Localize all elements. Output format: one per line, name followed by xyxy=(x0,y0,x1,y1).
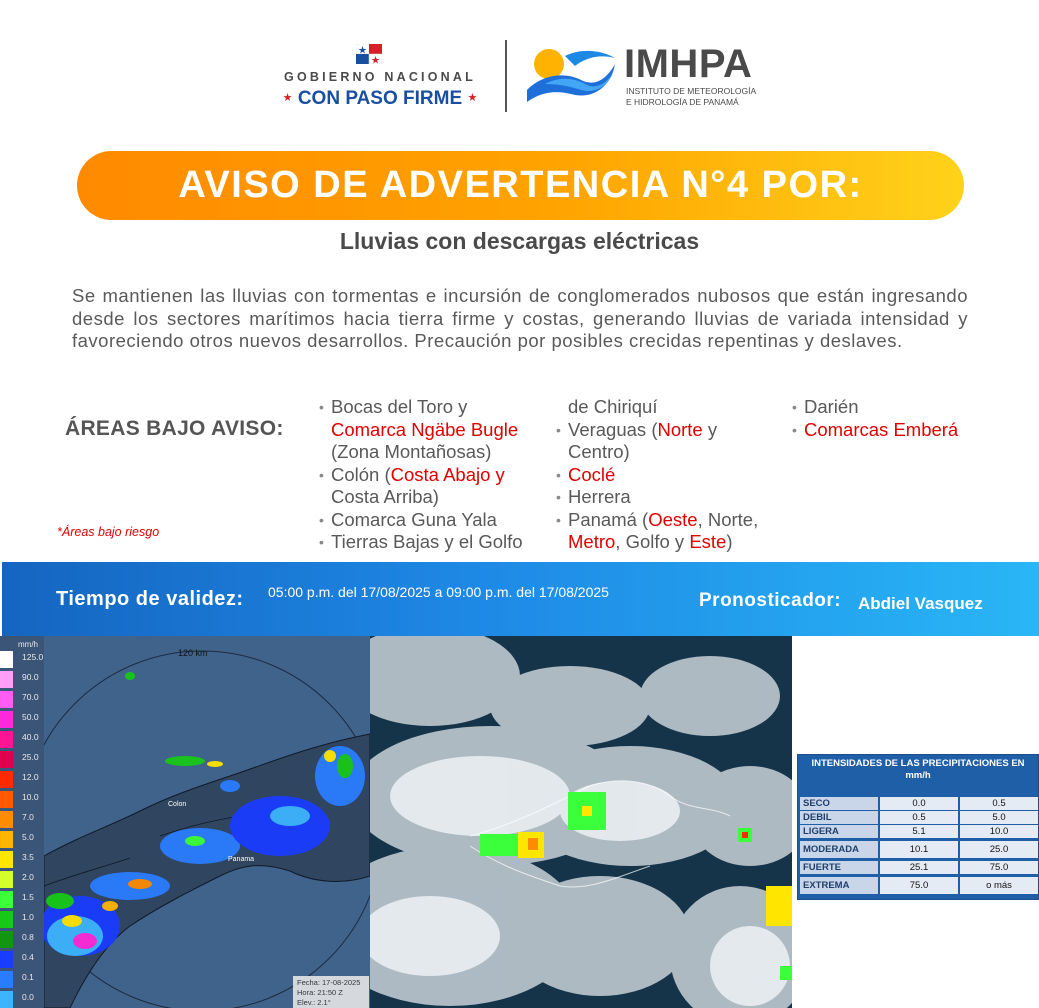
area-item: • Darién xyxy=(792,396,1032,419)
radar-scale-swatch xyxy=(0,811,13,828)
radar-scale-label: 1.0 xyxy=(22,912,34,922)
radar-unit: mm/h xyxy=(18,640,38,649)
radar-scale-row xyxy=(0,868,44,888)
radar-info-box xyxy=(293,976,369,1008)
table-row xyxy=(800,841,1038,858)
radar-scale-row xyxy=(0,908,44,928)
radar-scale-label: 0.4 xyxy=(22,952,34,962)
radar-scale-row xyxy=(0,748,44,768)
radar-scale-row xyxy=(0,948,44,968)
radar-scale-label: 50.0 xyxy=(22,712,39,722)
table-cell: 0.5 xyxy=(960,797,1038,810)
radar-scale-swatch xyxy=(0,651,13,668)
radar-scale-swatch xyxy=(0,731,13,748)
radar-city-label: Panama xyxy=(228,856,255,863)
radar-scale-swatch xyxy=(0,791,13,808)
area-item-cont: Metro, Golfo y Este) xyxy=(568,531,733,552)
gov-logo-slogan: CON PASO FIRME xyxy=(297,88,463,109)
radar-scale-swatch xyxy=(0,691,13,708)
area-item-cont: Costa Arriba) xyxy=(331,486,439,507)
radar-info-elev: Elev.: 2.1° xyxy=(297,998,331,1007)
warning-title: AVISO DE ADVERTENCIA N°4 POR: xyxy=(178,164,863,206)
table-cell: 5.1 xyxy=(880,825,958,838)
table-row xyxy=(800,825,1038,838)
forecaster-label: Pronosticador: xyxy=(699,590,842,611)
radar-scale-label: 1.5 xyxy=(22,892,34,902)
table-cell: 10.1 xyxy=(880,841,958,858)
radar-range-label: 120 km xyxy=(178,648,208,658)
table-cell: 10.0 xyxy=(960,825,1038,838)
radar-city-label: Colon xyxy=(168,801,187,808)
radar-info-time: Hora: 21:50 Z xyxy=(297,988,343,997)
warning-description: Se mantienen las lluvias con tormentas e incursión de conglomerados nubosos que están ingresando desde los sectores marítimos hacia tierra firme y costas, generando lluvias de variada intensidad y favoreciendo otros nuevos desarrollos. Precaución por posibles crecidas repentinas y deslaves. xyxy=(72,285,968,351)
area-item-cont: Centro) xyxy=(568,441,630,462)
radar-scale-label: 0.8 xyxy=(22,932,34,942)
radar-scale-row xyxy=(0,788,44,808)
radar-scale-swatch xyxy=(0,891,13,908)
radar-scale-swatch xyxy=(0,671,13,688)
satellite-image xyxy=(370,636,792,1008)
radar-scale-row xyxy=(0,768,44,788)
radar-scale-label: 0.1 xyxy=(22,972,34,982)
radar-scale-label: 5.0 xyxy=(22,832,34,842)
validity-value: 05:00 p.m. del 17/08/2025 a 09:00 p.m. del 17/08/2025 xyxy=(268,584,609,600)
table-cell: MODERADA xyxy=(800,841,878,858)
table-cell: EXTREMA xyxy=(800,877,878,894)
area-item-risk: Comarcas Emberá xyxy=(804,418,959,440)
radar-scale-label: 25.0 xyxy=(22,752,39,762)
radar-scale-row xyxy=(0,728,44,748)
area-item: • Veraguas (Norte y xyxy=(556,419,796,442)
forecaster-name: Abdiel Vasquez xyxy=(858,594,983,613)
area-item-cont: de Chiriquí xyxy=(568,396,658,417)
radar-scale-row xyxy=(0,688,44,708)
radar-scale-swatch xyxy=(0,931,13,948)
area-item: • Colón (Costa Abajo y xyxy=(319,464,559,487)
radar-scale-row xyxy=(0,988,44,1008)
gov-logo-line1: GOBIERNO NACIONAL xyxy=(284,70,476,84)
logo-divider xyxy=(505,40,507,112)
validity-label: Tiempo de validez: xyxy=(56,588,244,610)
radar-info-date: Fecha: 17-08-2025 xyxy=(297,978,361,987)
radar-scale-row xyxy=(0,968,44,988)
table-cell: LIGERA xyxy=(800,825,878,838)
table-cell: 25.1 xyxy=(880,861,958,874)
radar-scale-row xyxy=(0,808,44,828)
areas-column-2 xyxy=(556,396,796,554)
radar-scale-row xyxy=(0,668,44,688)
radar-scale-swatch xyxy=(0,711,13,728)
radar-scale-swatch xyxy=(0,991,13,1008)
radar-scale-label: 2.0 xyxy=(22,872,34,882)
warning-subtitle: Lluvias con descargas eléctricas xyxy=(339,228,700,254)
star-icon: ★ xyxy=(282,92,293,104)
area-item-risk: Comarca Ngäbe Bugle xyxy=(331,418,519,440)
radar-scale-swatch xyxy=(0,751,13,768)
areas-column-1 xyxy=(319,396,559,554)
table-cell: FUERTE xyxy=(800,861,878,874)
area-item: • Panamá (Oeste, Norte, xyxy=(556,509,796,532)
risk-note: *Áreas bajo riesgo xyxy=(57,525,160,539)
radar-scale-row xyxy=(0,708,44,728)
radar-legend xyxy=(0,636,44,1008)
table-cell: 75.0 xyxy=(960,861,1038,874)
radar-scale-row xyxy=(0,848,44,868)
table-cell: o más xyxy=(960,877,1038,894)
areas-label: ÁREAS BAJO AVISO: xyxy=(65,417,284,440)
table-cell: DEBIL xyxy=(800,811,878,824)
table-row xyxy=(800,877,1038,894)
area-item: • Bocas del Toro y xyxy=(319,396,559,419)
radar-scale-row xyxy=(0,888,44,908)
radar-scale-swatch xyxy=(0,911,13,928)
gov-logo-line2 xyxy=(270,88,490,110)
radar-image xyxy=(0,636,370,1008)
area-item-risk: Metro xyxy=(568,531,616,552)
table-cell: SECO xyxy=(800,797,878,810)
radar-scale-swatch xyxy=(0,851,13,868)
radar-scale-swatch xyxy=(0,951,13,968)
radar-scale-label: 40.0 xyxy=(22,732,39,742)
table-cell: 0.5 xyxy=(880,811,958,824)
area-item-risk: Costa Abajo y xyxy=(390,463,505,485)
radar-scale-label: 90.0 xyxy=(22,672,39,682)
area-item xyxy=(556,464,796,487)
radar-scale-label: 0.0 xyxy=(22,992,34,1002)
table-cell: 75.0 xyxy=(880,877,958,894)
table-row xyxy=(800,861,1038,874)
radar-scale-label: 10.0 xyxy=(22,792,39,802)
table-title: INTENSIDADES DE LAS PRECIPITACIONES EN mm/h xyxy=(811,758,1025,781)
table-cell: 5.0 xyxy=(960,811,1038,824)
imhpa-logo-subtitle-1: INSTITUTO DE METEOROLOGÍA xyxy=(626,86,757,96)
area-item-cont: (Zona Montañosas) xyxy=(331,441,492,462)
satellite-map xyxy=(370,636,792,1008)
areas-column-3 xyxy=(792,396,1032,441)
table-row xyxy=(800,797,1038,810)
radar-scale-label: 12.0 xyxy=(22,772,39,782)
panama-flag-icon xyxy=(356,44,382,64)
area-item-risk: Oeste xyxy=(648,508,698,530)
area-item: • Herrera xyxy=(556,486,796,509)
radar-scale-label: 70.0 xyxy=(22,692,39,702)
radar-scale-row xyxy=(0,828,44,848)
radar-scale-swatch xyxy=(0,771,13,788)
imhpa-logo-name: IMHPA xyxy=(624,42,753,86)
table-cell: 25.0 xyxy=(960,841,1038,858)
area-item-risk: Norte xyxy=(657,418,703,440)
radar-scale-swatch xyxy=(0,871,13,888)
imhpa-logo-icon xyxy=(525,44,617,108)
table-cell: 0.0 xyxy=(880,797,958,810)
area-item-risk: Este xyxy=(689,531,727,552)
area-item xyxy=(792,419,1032,442)
star-icon: ★ xyxy=(467,92,478,104)
intensity-table xyxy=(797,754,1039,900)
table-row xyxy=(800,811,1038,824)
radar-scale-label: 7.0 xyxy=(22,812,34,822)
radar-scale-swatch xyxy=(0,971,13,988)
area-item: • Comarca Guna Yala xyxy=(319,509,559,532)
radar-scale-row xyxy=(0,648,44,668)
area-item: • Tierras Bajas y el Golfo xyxy=(319,531,559,554)
radar-scale-label: 3.5 xyxy=(22,852,34,862)
radar-map xyxy=(0,636,370,1008)
radar-scale-row xyxy=(0,928,44,948)
warning-banner xyxy=(77,151,964,220)
imhpa-logo-subtitle-2: E HIDROLOGÍA DE PANAMÁ xyxy=(626,97,739,107)
radar-scale-label: 125.0 xyxy=(22,652,44,662)
radar-scale-swatch xyxy=(0,831,13,848)
area-item-risk: Coclé xyxy=(568,463,616,485)
